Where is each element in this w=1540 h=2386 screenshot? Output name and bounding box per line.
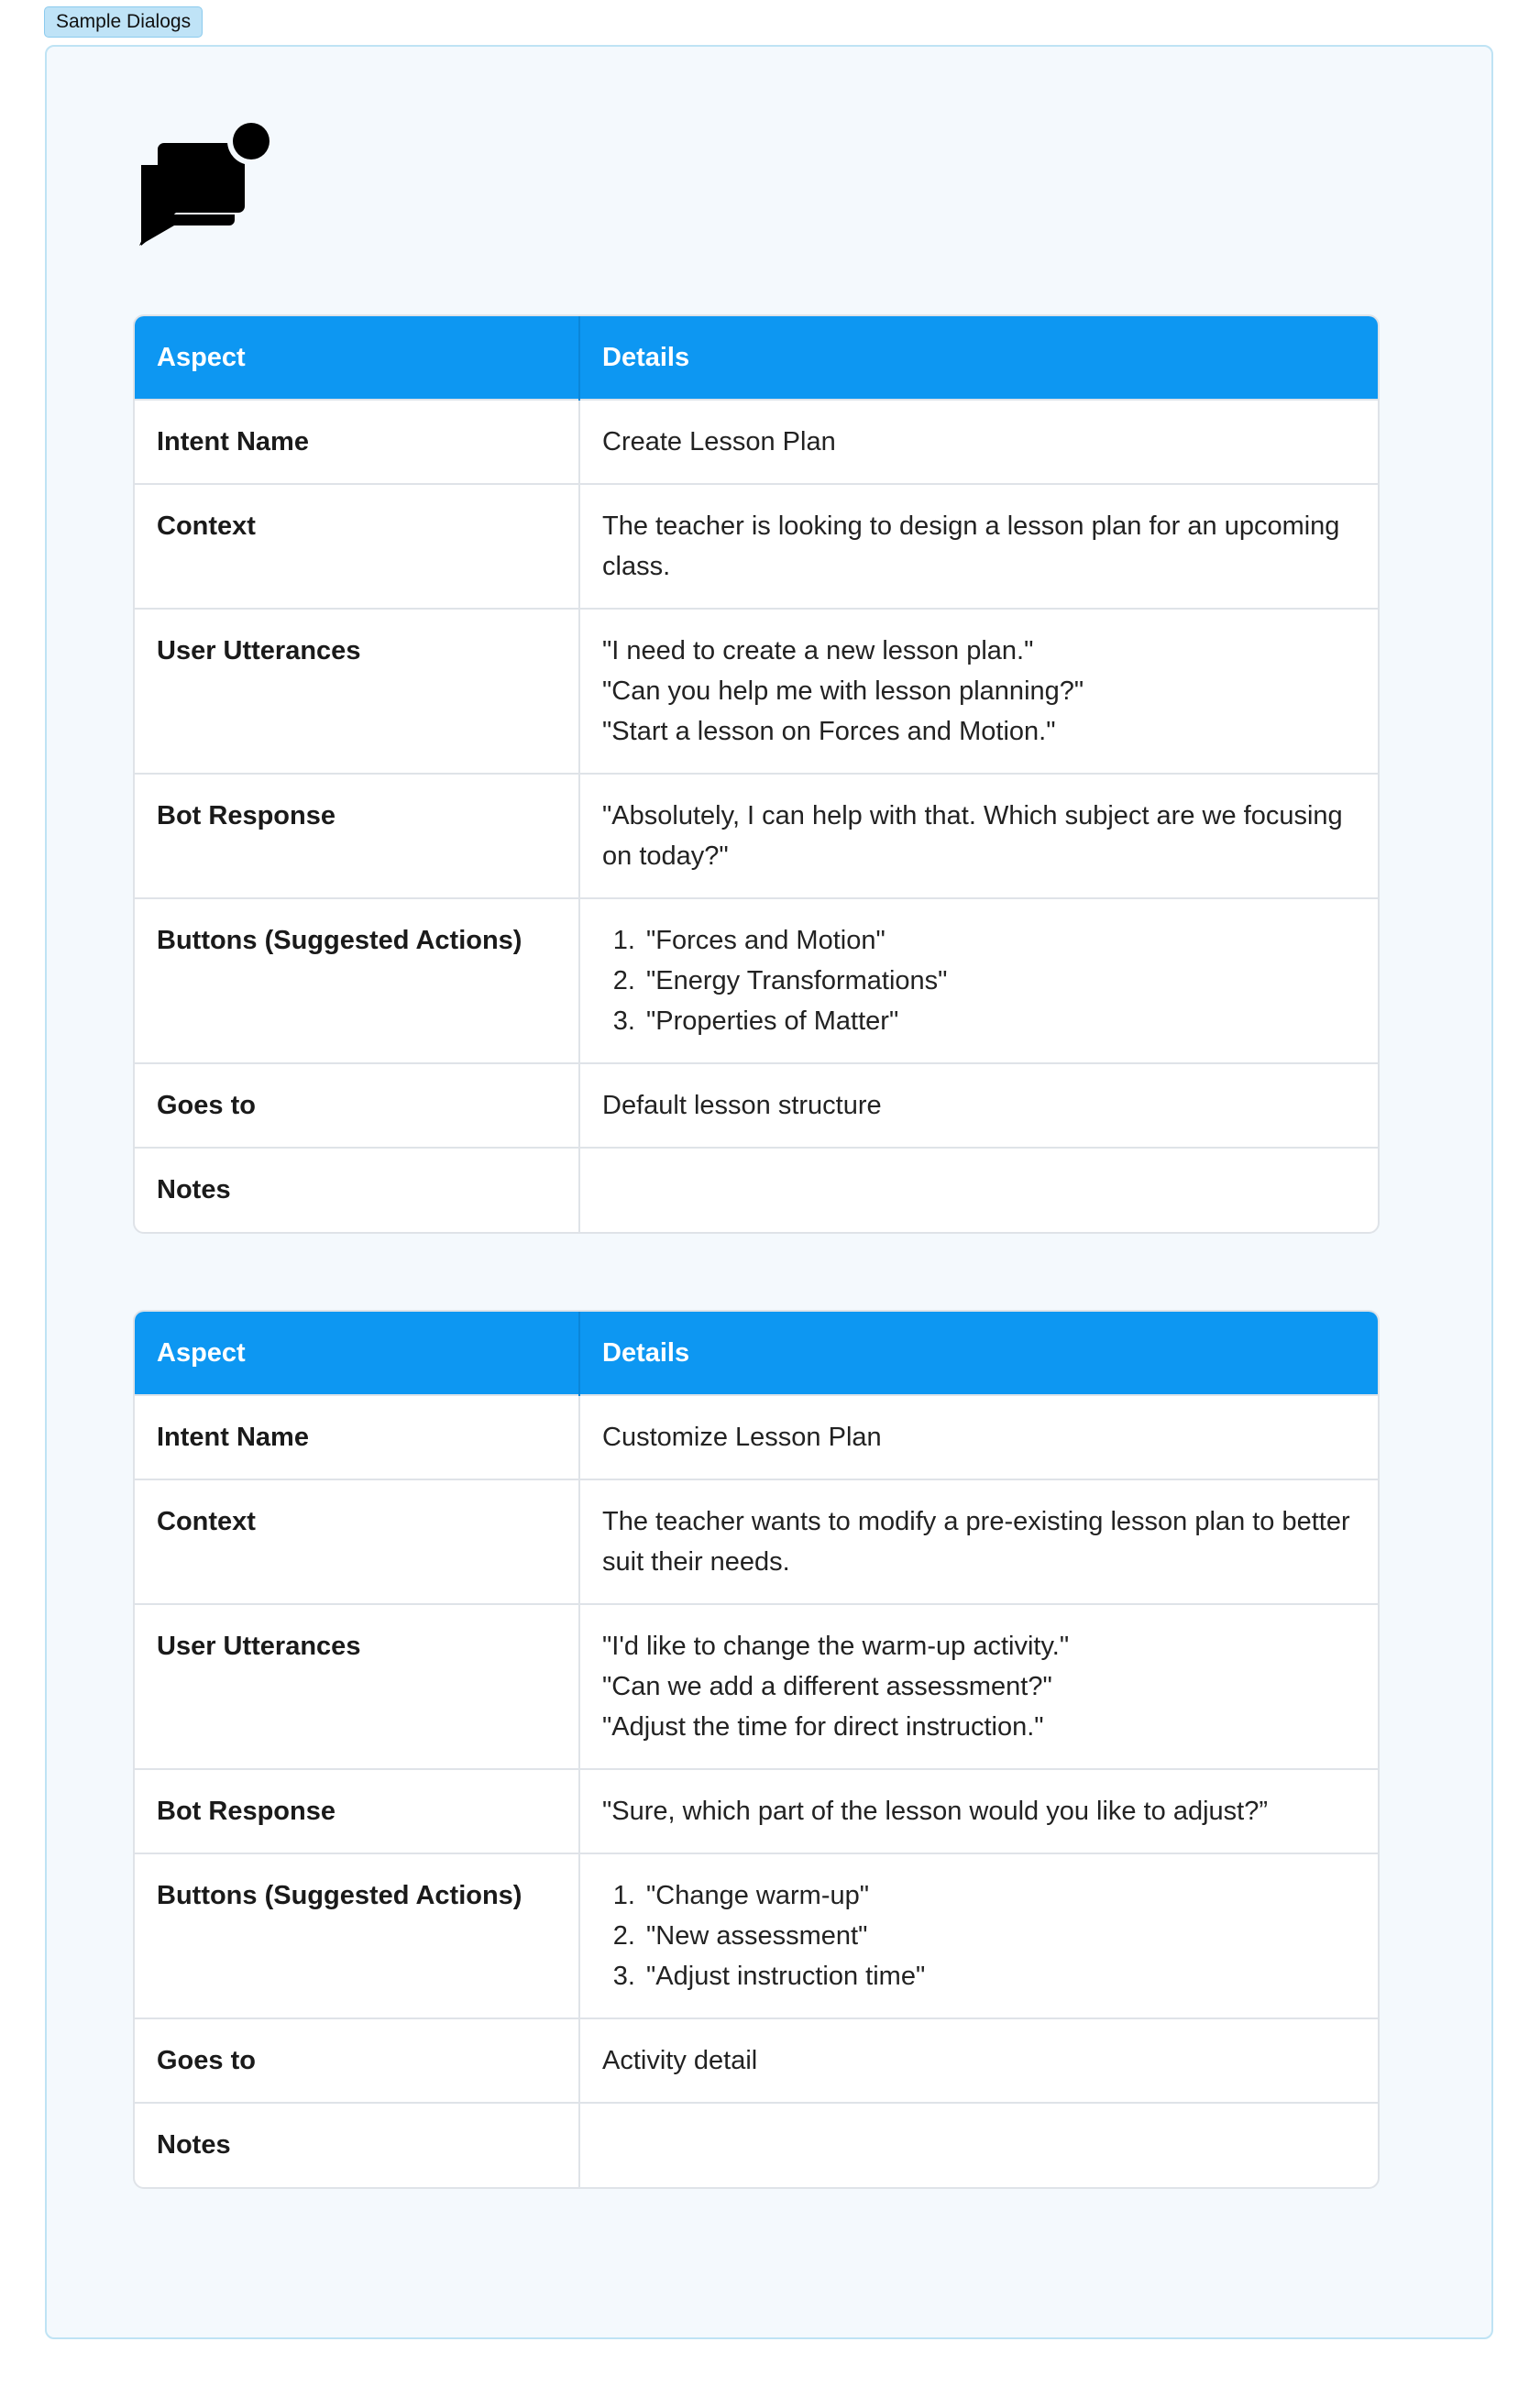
utterances-value xyxy=(579,1604,1378,1769)
suggested-actions-list xyxy=(602,1875,1356,1996)
goes-to-value: Activity detail xyxy=(579,2018,1378,2103)
table-row xyxy=(135,1148,1378,1232)
intent-table-2 xyxy=(133,1310,1380,2189)
header-details: Details xyxy=(579,316,1378,400)
row-label: Goes to xyxy=(135,1063,579,1148)
suggested-actions-value xyxy=(579,1853,1378,2018)
table-row xyxy=(135,1063,1378,1148)
utterance-line: "I need to create a new lesson plan." xyxy=(602,636,1034,665)
context-value: The teacher wants to modify a pre-existing lesson plan to better suit their needs. xyxy=(579,1479,1378,1604)
utterances-value xyxy=(579,609,1378,774)
utterance-line: "I'd like to change the warm-up activity." xyxy=(602,1632,1070,1661)
list-item: 2. "Energy Transformations" xyxy=(643,961,1356,1001)
suggested-actions-list xyxy=(602,920,1356,1041)
context-value: The teacher is looking to design a lesson plan for an upcoming class. xyxy=(579,484,1378,609)
list-item: 3. "Properties of Matter" xyxy=(643,1001,1356,1041)
row-label: User Utterances xyxy=(135,1604,579,1769)
frame-label[interactable]: Sample Dialogs xyxy=(44,6,203,38)
table-row xyxy=(135,898,1378,1063)
row-label: Intent Name xyxy=(135,1395,579,1479)
table-row xyxy=(135,1395,1378,1479)
utterance-line: "Can you help me with lesson planning?" xyxy=(602,676,1084,706)
header-aspect: Aspect xyxy=(135,316,579,400)
utterance-line: "Adjust the time for direct instruction." xyxy=(602,1712,1044,1742)
table-row xyxy=(135,1479,1378,1604)
intent-name-value: Create Lesson Plan xyxy=(579,400,1378,484)
row-label: Bot Response xyxy=(135,774,579,898)
goes-to-value: Default lesson structure xyxy=(579,1063,1378,1148)
table-row xyxy=(135,774,1378,898)
bot-response-value: "Absolutely, I can help with that. Which subject are we focusing on today?" xyxy=(579,774,1378,898)
list-item: 3. "Adjust instruction time" xyxy=(643,1956,1356,1996)
utterance-line: "Start a lesson on Forces and Motion." xyxy=(602,717,1056,746)
chat-bubbles-notification-icon xyxy=(139,117,275,247)
list-item: 2. "New assessment" xyxy=(643,1916,1356,1956)
suggested-actions-value xyxy=(579,898,1378,1063)
table-row xyxy=(135,1853,1378,2018)
row-label: Bot Response xyxy=(135,1769,579,1853)
row-label: Notes xyxy=(135,2103,579,2187)
table-row xyxy=(135,2103,1378,2187)
list-item: 1. "Forces and Motion" xyxy=(643,920,1356,961)
table-row xyxy=(135,400,1378,484)
table-header-row xyxy=(135,1312,1378,1395)
table-header-row xyxy=(135,316,1378,400)
table-row xyxy=(135,1604,1378,1769)
row-label: Goes to xyxy=(135,2018,579,2103)
table-row xyxy=(135,2018,1378,2103)
row-label: Context xyxy=(135,1479,579,1604)
table-row xyxy=(135,609,1378,774)
header-aspect: Aspect xyxy=(135,1312,579,1395)
row-label: Notes xyxy=(135,1148,579,1232)
table-row xyxy=(135,484,1378,609)
row-label: User Utterances xyxy=(135,609,579,774)
row-label: Intent Name xyxy=(135,400,579,484)
list-item: 1. "Change warm-up" xyxy=(643,1875,1356,1916)
notes-value xyxy=(579,2103,1378,2187)
row-label: Context xyxy=(135,484,579,609)
table-row xyxy=(135,1769,1378,1853)
row-label: Buttons (Suggested Actions) xyxy=(135,1853,579,2018)
intent-name-value: Customize Lesson Plan xyxy=(579,1395,1378,1479)
header-details: Details xyxy=(579,1312,1378,1395)
notes-value xyxy=(579,1148,1378,1232)
intent-table-1 xyxy=(133,314,1380,1234)
bot-response-value: "Sure, which part of the lesson would you like to adjust?” xyxy=(579,1769,1378,1853)
row-label: Buttons (Suggested Actions) xyxy=(135,898,579,1063)
utterance-line: "Can we add a different assessment?" xyxy=(602,1672,1052,1701)
